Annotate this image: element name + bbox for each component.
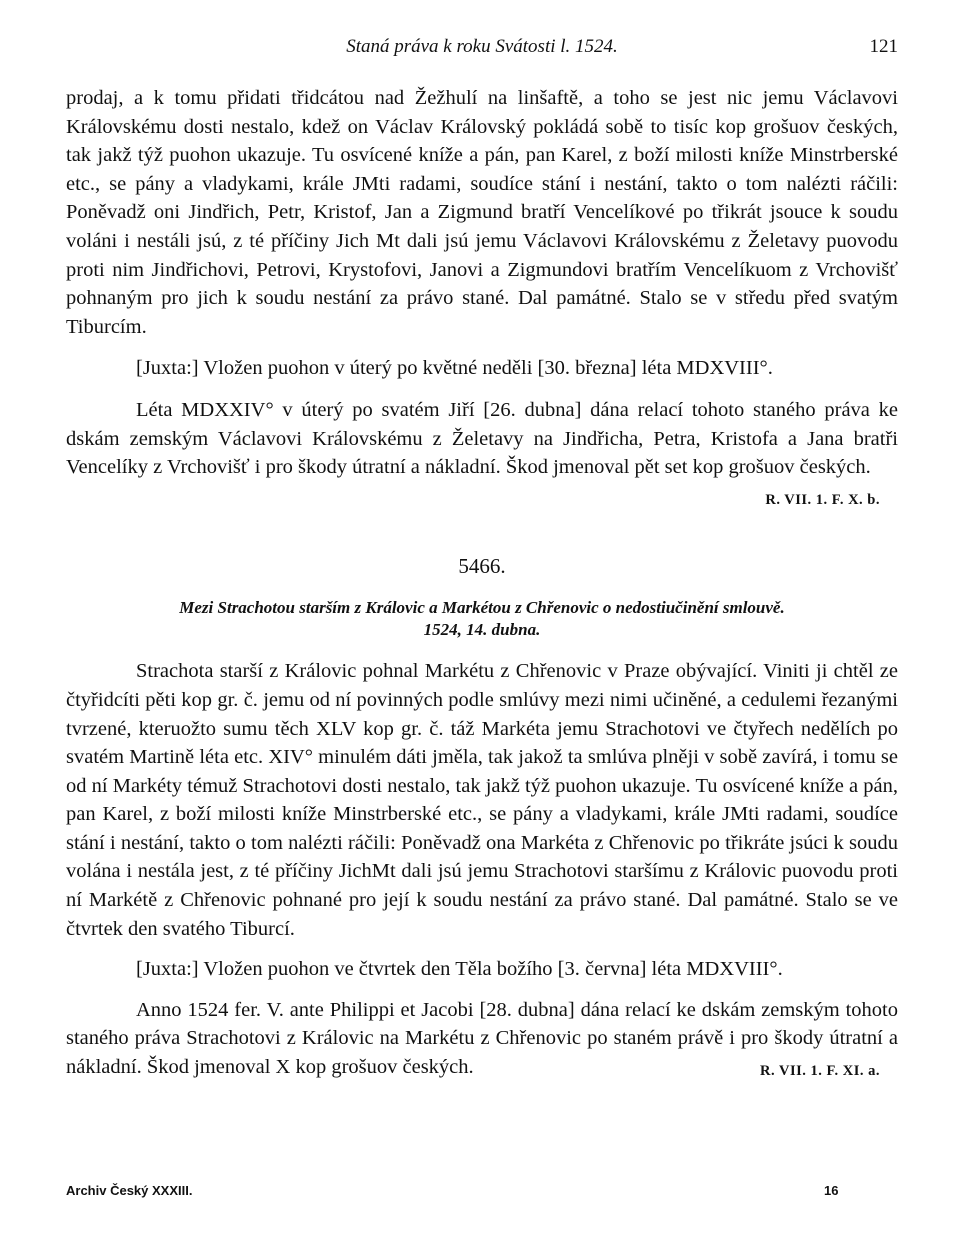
entry-paragraph: Strachota starší z Královic pohnal Markétu z Chřenovic v Praze obývající. Viniti ji chtěl ze čtyřidcíti pěti kop gr. č. jemu od ní povinných podle smlúvy mezi nimi učiněné, a cedulemi řezanými tvrzené, kteruožto sumu těch XLV kop gr. č. táž Markéta jemu Strachotovi ve čtyřech nedělích po svatém Martině léta etc. XIV° minulém dáti jměla, tak jakož ta smlúva plněji v sobě zavírá, i tomu se od ní Markéty témuž Strachotovi dosti nestalo, tak jakž týž puohon ukazuje. Tu osvícené kníže a pán, pan Karel, z boží milosti kníže Minstrberské etc., se pány a vladykami, krále JMti radami, soudíce stání i nestání, takto o tom nalézti ráčili: Poněvadž ona Markéta z Chřenovic po třikráte jsúci k soudu volána i nestála jest, z té příčiny JichMt dali jsú jemu Strachotovi staršímu z Královic puovodu proti ní Markétě z Chřenovic pohnané pro její k soudu nestání za právo stané. Dal památné. Stalo se ve čtvrtek den svatého Tiburcí.	[66, 660, 898, 940]
archive-signature: R. VII. 1. F. X. b.	[765, 491, 880, 508]
page-footer	[66, 1183, 898, 1203]
entry-relation-text: Anno 1524 fer. V. ante Philippi et Jacobi [28. dubna] dána relací ke dskám zemským tohoto staného práva Strachotovi z Královic na Markétu z Chřenovic po staném právě i pro škody útratní a nákladní. Škod jmenoval X kop grošuov českých.	[66, 998, 898, 1079]
sheet-number: 16	[824, 1183, 839, 1198]
entry-juxta-note: [Juxta:] Vložen puohon ve čtvrtek den Těla božího [3. června] léta MDXVIII°.	[136, 958, 783, 981]
document-body	[66, 84, 898, 1086]
running-header	[66, 36, 898, 62]
volume-title: Archiv Český XXXIII.	[66, 1183, 193, 1198]
document-page	[66, 0, 898, 1239]
entry-relation-paragraph	[66, 996, 898, 1086]
juxta-note: [Juxta:] Vložen puohon v úterý po květné neděli [30. března] léta MDXVIII°.	[136, 357, 773, 380]
relation-paragraph	[66, 396, 898, 514]
page-number: 121	[869, 36, 898, 57]
running-title: Staná práva k roku Svátosti l. 1524.	[346, 36, 618, 57]
entry-archive-signature: R. VII. 1. F. XI. a.	[760, 1063, 880, 1080]
entry-number: 5466.	[458, 554, 506, 579]
entry-title: Mezi Strachotou starším z Královic a Markétou z Chřenovic o nedostiučinění smlouvě.	[179, 598, 785, 618]
relation-text: Léta MDXXIV° v úterý po svatém Jiří [26. dubna] dána relací tohoto staného práva ke dskám zemským Václavovi Královskému z Želetavy na Jindřicha, Petra, Kristofa a Jana bratři Vencelíky z Vrchovišť i pro škody útratní a nákladní. Škod jmenoval pět set kop grošuov českých.	[66, 398, 898, 479]
entry-date: 1524, 14. dubna.	[423, 620, 541, 640]
continued-paragraph: prodaj, a k tomu přidati třidcátou nad Žežhulí na linšaftě, a toho se jest nic jemu Václavovi Královskému dosti nestalo, kdež on Václav Královský pokládá sobě to tisíc kop grošuov českých, tak jakž týž puohon ukazuje. Tu osvícené kníže a pán, pan Karel, z boží milosti kníže Minstrberské etc., se pány a vladykami, krále JMti radami, soudíce stání i nestání, takto o tom nalézti ráčili: Poněvadž oni Jindřich, Petr, Kristof, Jan a Zigmund bratří Vencelíkové po třikrát jsouce k soudu voláni i nestáli jsú, z té příčiny Jich Mt dali jsú jemu Václavovi Královskému z Želetavy puovodu proti nim Jindřichovi, Petrovi, Krystofovi, Janovi a Zigmundovi bratřím Vencelíkuom z Vrchovišť pohnaným pro jich k soudu nestání za právo stané. Dal památné. Stalo se v středu před svatým Tiburcím.	[66, 87, 898, 338]
